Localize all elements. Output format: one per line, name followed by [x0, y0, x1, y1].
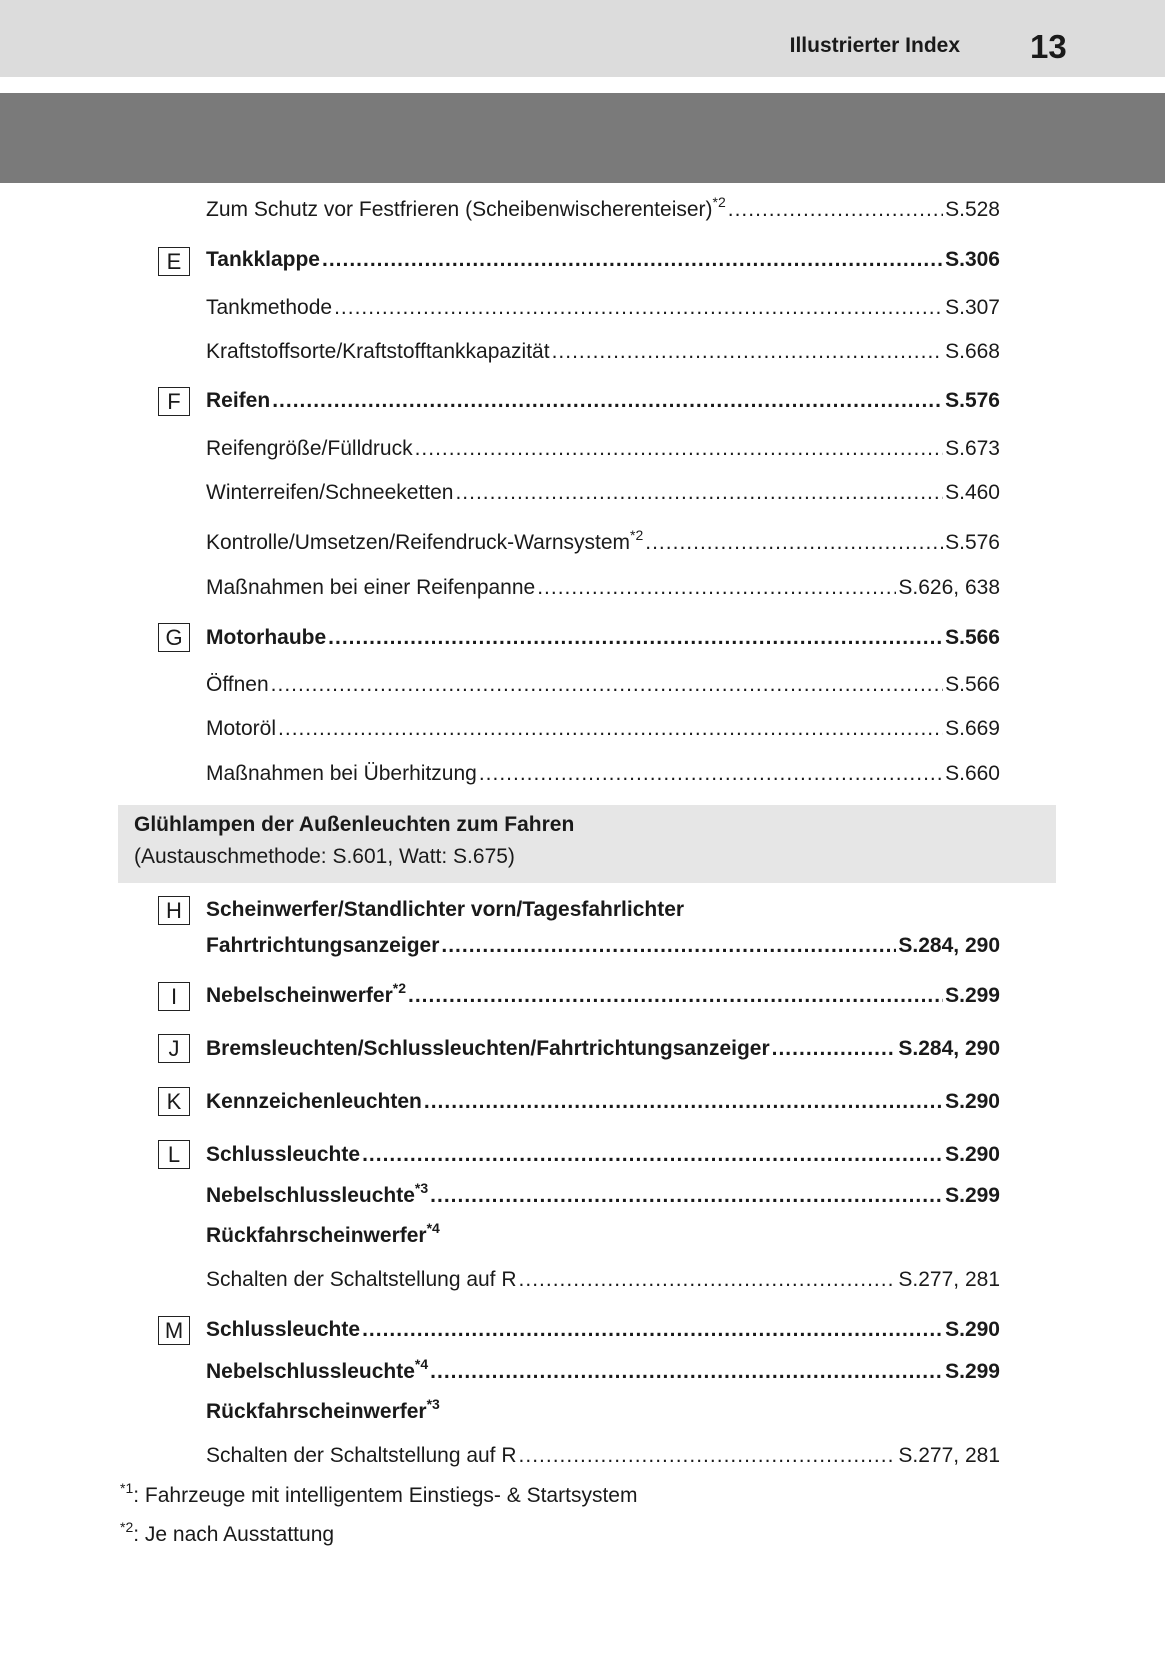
entry-label: Schlussleuchte [206, 1318, 361, 1341]
entry-heading: Scheinwerfer/Standlichter vorn/Tagesfahrlichter [206, 898, 685, 921]
index-entry [206, 1318, 1000, 1342]
index-entry [206, 1180, 1000, 1208]
index-entry [206, 626, 1000, 650]
entry-page: S.277, 281 [898, 1444, 1000, 1467]
footnote-ref: *4 [414, 1356, 429, 1372]
dot-leader [334, 296, 943, 320]
page-header [0, 0, 1165, 77]
section-subtitle: (Austauschmethode: S.601, Watt: S.675) [134, 845, 515, 868]
entry-page: S.299 [945, 1184, 1000, 1207]
index-entry [206, 717, 1000, 741]
entry-page: S.660 [945, 762, 1000, 785]
index-entry [206, 1268, 1000, 1292]
entry-label: Fahrtrichtungsanzeiger [206, 934, 440, 957]
entry-page: S.290 [945, 1090, 1000, 1113]
footnote-text: Fahrzeuge mit intelligentem Einstiegs- & Startsystem [144, 1484, 638, 1507]
footnote-mark: *2 [120, 1519, 134, 1535]
callout-letter-m: M [158, 1316, 190, 1345]
dot-leader [645, 531, 943, 555]
index-entry [206, 1444, 1000, 1468]
page-header-title: Illustrierter Index [789, 34, 960, 57]
entry-label: Maßnahmen bei einer Reifenpanne [206, 576, 536, 599]
entry-page: S.668 [945, 340, 1000, 363]
index-entry [206, 673, 1000, 697]
dot-leader [479, 762, 943, 786]
dot-leader [537, 576, 896, 600]
callout-letter-g: G [158, 623, 190, 652]
entry-page: S.299 [945, 1360, 1000, 1383]
entry-label: Nebelschlussleuchte$^{*3}$ [206, 1180, 429, 1207]
callout-letter-e: E [158, 247, 190, 276]
callout-letter-f: F [158, 387, 190, 416]
index-entry [206, 194, 1000, 222]
entry-page: S.576 [945, 389, 1000, 412]
entry-label: Motorhaube [206, 626, 327, 649]
entry-label: Nebelschlussleuchte$^{*4}$ [206, 1356, 429, 1383]
dot-leader [728, 198, 943, 222]
entry-page: S.566 [945, 673, 1000, 696]
footnote-mark: *1 [120, 1480, 134, 1496]
entry-page: S.669 [945, 717, 1000, 740]
dot-leader [430, 1184, 943, 1208]
footnote-ref: *3 [426, 1396, 440, 1412]
footnote-ref: *2 [630, 527, 644, 543]
index-entry [206, 1143, 1000, 1167]
index-entry [206, 248, 1000, 272]
entry-page: S.290 [945, 1143, 1000, 1166]
entry-label: Tankklappe [206, 248, 320, 271]
footnote-ref: *2 [392, 980, 406, 996]
entry-page: S.576 [945, 531, 1000, 554]
dot-leader [424, 1090, 943, 1114]
index-entry [206, 340, 1000, 364]
entry-label: Zum Schutz vor Festfrieren (Scheibenwischerenteiser)$^{*2}$ [206, 194, 726, 221]
callout-letter-j: J [158, 1034, 190, 1063]
index-entry [206, 437, 1000, 461]
entry-page: S.277, 281 [898, 1268, 1000, 1291]
callout-letter-l: L [158, 1140, 190, 1169]
index-entry [206, 1090, 1000, 1114]
entry-heading: Rückfahrscheinwerfer$^{*4}$ [206, 1220, 440, 1247]
index-entry [206, 934, 1000, 958]
index-entry [206, 1037, 1000, 1061]
index-entry [206, 389, 1000, 413]
index-entry [206, 527, 1000, 555]
dot-leader [415, 437, 944, 461]
footnote-text: Je nach Ausstattung [144, 1523, 335, 1546]
dot-leader [519, 1444, 897, 1468]
entry-page: S.284, 290 [898, 934, 1000, 957]
dot-leader [271, 673, 943, 697]
dot-leader [408, 984, 943, 1008]
index-entry [206, 576, 1000, 600]
entry-label: Schlussleuchte [206, 1143, 361, 1166]
index-entry [206, 1356, 1000, 1384]
dot-leader [362, 1318, 943, 1342]
callout-letter-i: I [158, 982, 190, 1011]
callout-letter-k: K [158, 1087, 190, 1116]
footnote-ref: *2 [712, 194, 726, 210]
dot-leader [278, 717, 943, 741]
illustration-band [0, 93, 1165, 183]
footnote: $^{*2}$: Je nach Ausstattung [120, 1519, 335, 1546]
dot-leader [441, 934, 896, 958]
entry-label: Reifengröße/Fülldruck [206, 437, 413, 460]
section-title: Glühlampen der Außenleuchten zum Fahren [134, 813, 575, 836]
index-entry [206, 481, 1000, 505]
page-number: 13 [1030, 28, 1067, 65]
entry-label: Öffnen [206, 673, 269, 696]
entry-page: S.673 [945, 437, 1000, 460]
entry-page: S.299 [945, 984, 1000, 1007]
entry-label: Motoröl [206, 717, 277, 740]
entry-label: Schalten der Schaltstellung auf R [206, 1268, 517, 1291]
dot-leader [552, 340, 944, 364]
footnote: $^{*1}$: Fahrzeuge mit intelligentem Einstiegs- & Startsystem [120, 1480, 638, 1507]
entry-page: S.284, 290 [898, 1037, 1000, 1060]
entry-page: S.460 [945, 481, 1000, 504]
entry-heading: Rückfahrscheinwerfer$^{*3}$ [206, 1396, 440, 1423]
dot-leader [322, 248, 943, 272]
entry-label: Kennzeichenleuchten [206, 1090, 422, 1113]
entry-label: Winterreifen/Schneeketten [206, 481, 454, 504]
dot-leader [362, 1143, 943, 1167]
entry-label: Nebelscheinwerfer$^{*2}$ [206, 980, 406, 1007]
index-entry [206, 296, 1000, 320]
index-entry [206, 762, 1000, 786]
entry-label: Kontrolle/Umsetzen/Reifendruck-Warnsystem$^{*2}$ [206, 527, 644, 554]
dot-leader [328, 626, 943, 650]
footnote-ref: *4 [426, 1220, 440, 1236]
entry-page: S.566 [945, 626, 1000, 649]
entry-label: Schalten der Schaltstellung auf R [206, 1444, 517, 1467]
dot-leader [272, 389, 943, 413]
dot-leader [519, 1268, 897, 1292]
dot-leader [772, 1037, 897, 1061]
dot-leader [430, 1360, 943, 1384]
entry-label: Reifen [206, 389, 271, 412]
entry-page: S.626, 638 [898, 576, 1000, 599]
entry-page: S.290 [945, 1318, 1000, 1341]
entry-label: Tankmethode [206, 296, 333, 319]
entry-page: S.307 [945, 296, 1000, 319]
entry-label: Kraftstoffsorte/Kraftstofftankkapazität [206, 340, 550, 363]
entry-page: S.528 [945, 198, 1000, 221]
callout-letter-h: H [158, 896, 190, 925]
entry-label: Bremsleuchten/Schlussleuchten/Fahrtrichtungsanzeiger [206, 1037, 770, 1060]
entry-page: S.306 [945, 248, 1000, 271]
entry-label: Maßnahmen bei Überhitzung [206, 762, 477, 785]
index-entry [206, 980, 1000, 1008]
dot-leader [455, 481, 943, 505]
footnote-ref: *3 [414, 1180, 429, 1196]
